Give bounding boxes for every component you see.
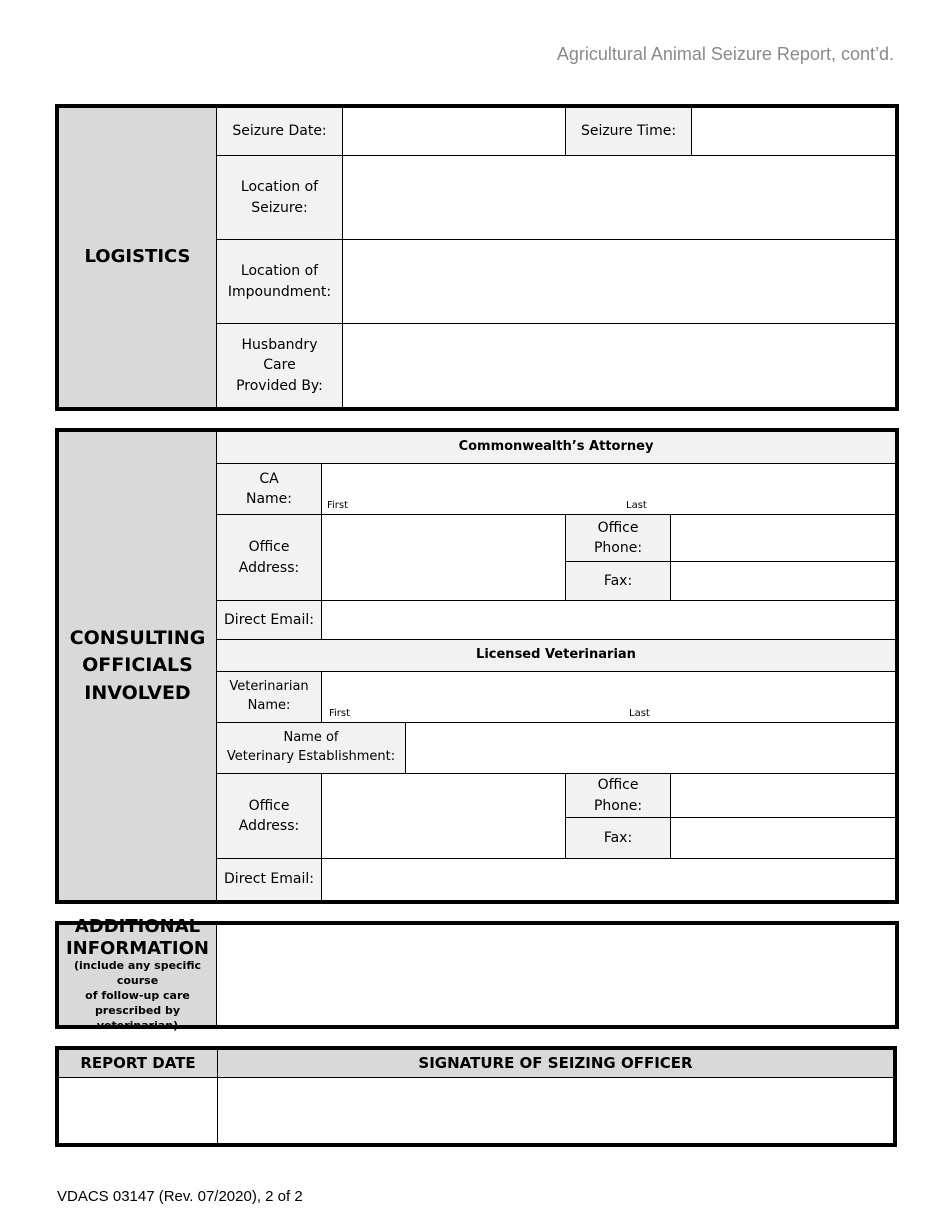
vet-establishment-field[interactable] bbox=[406, 723, 895, 773]
signature-label: SIGNATURE OF SEIZING OFFICER bbox=[218, 1050, 893, 1077]
vet-section-title: Licensed Veterinarian bbox=[217, 640, 895, 671]
vet-office-address-field[interactable] bbox=[322, 774, 565, 858]
logistics-side-label: LOGISTICS bbox=[59, 108, 216, 407]
consulting-officials-section bbox=[55, 428, 899, 904]
location-of-seizure-label: Location of Seizure: bbox=[217, 156, 342, 239]
vet-email-field[interactable] bbox=[322, 859, 895, 900]
logistics-section bbox=[55, 104, 899, 411]
ca-office-address-field[interactable] bbox=[322, 515, 565, 600]
vet-fax-field[interactable] bbox=[671, 818, 895, 858]
seizure-time-label: Seizure Time: bbox=[566, 108, 691, 155]
vet-fax-label: Fax: bbox=[566, 818, 670, 858]
ca-fax-field[interactable] bbox=[671, 562, 895, 600]
ca-name-field[interactable] bbox=[322, 464, 895, 514]
vet-office-phone-field[interactable] bbox=[671, 774, 895, 817]
page-header-title: Agricultural Animal Seizure Report, cont’d. bbox=[556, 44, 894, 64]
ca-email-label: Direct Email: bbox=[217, 601, 321, 639]
signature-field[interactable] bbox=[218, 1078, 893, 1143]
location-of-seizure-field[interactable] bbox=[343, 156, 895, 239]
ca-email-field[interactable] bbox=[322, 601, 895, 639]
vet-name-field[interactable] bbox=[322, 672, 895, 722]
ca-name-label: CA Name: bbox=[217, 464, 321, 514]
location-of-impoundment-label: Location of Impoundment: bbox=[217, 240, 342, 323]
ca-first-hint: First bbox=[327, 500, 349, 511]
location-of-impoundment-field[interactable] bbox=[343, 240, 895, 323]
seizure-time-field[interactable] bbox=[692, 108, 895, 155]
additional-info-label: ADDITIONAL INFORMATION (include any specific course of follow-up care prescribed by veterinarian) bbox=[59, 925, 216, 1025]
ca-office-phone-label: Office Phone: bbox=[566, 515, 670, 561]
vet-office-address-label: Office Address: bbox=[217, 774, 321, 858]
ca-fax-label: Fax: bbox=[566, 562, 670, 600]
husbandry-care-field[interactable] bbox=[343, 324, 895, 407]
vet-establishment-label: Name of Veterinary Establishment: bbox=[217, 723, 405, 773]
report-date-field[interactable] bbox=[59, 1078, 217, 1143]
vet-last-hint: Last bbox=[629, 708, 650, 719]
vet-email-label: Direct Email: bbox=[217, 859, 321, 900]
seizure-date-field[interactable] bbox=[343, 108, 565, 155]
husbandry-care-label: Husbandry Care Provided By: bbox=[217, 324, 342, 407]
consulting-side-label: CONSULTING OFFICIALS INVOLVED bbox=[59, 432, 216, 900]
signature-section bbox=[55, 1046, 897, 1147]
vet-first-hint: First bbox=[329, 708, 351, 719]
ca-office-phone-field[interactable] bbox=[671, 515, 895, 561]
additional-information-section bbox=[55, 916, 899, 1032]
vet-office-phone-label: Office Phone: bbox=[566, 774, 670, 817]
ca-office-address-label: Office Address: bbox=[217, 515, 321, 600]
additional-info-field[interactable] bbox=[217, 925, 895, 1025]
page-footer: VDACS 03147 (Rev. 07/2020), 2 of 2 bbox=[57, 1188, 303, 1205]
vet-name-label: Veterinarian Name: bbox=[217, 672, 321, 722]
report-date-label: REPORT DATE bbox=[59, 1050, 217, 1077]
ca-last-hint: Last bbox=[626, 500, 647, 511]
seizure-date-label: Seizure Date: bbox=[217, 108, 342, 155]
ca-section-title: Commonwealth’s Attorney bbox=[217, 432, 895, 463]
